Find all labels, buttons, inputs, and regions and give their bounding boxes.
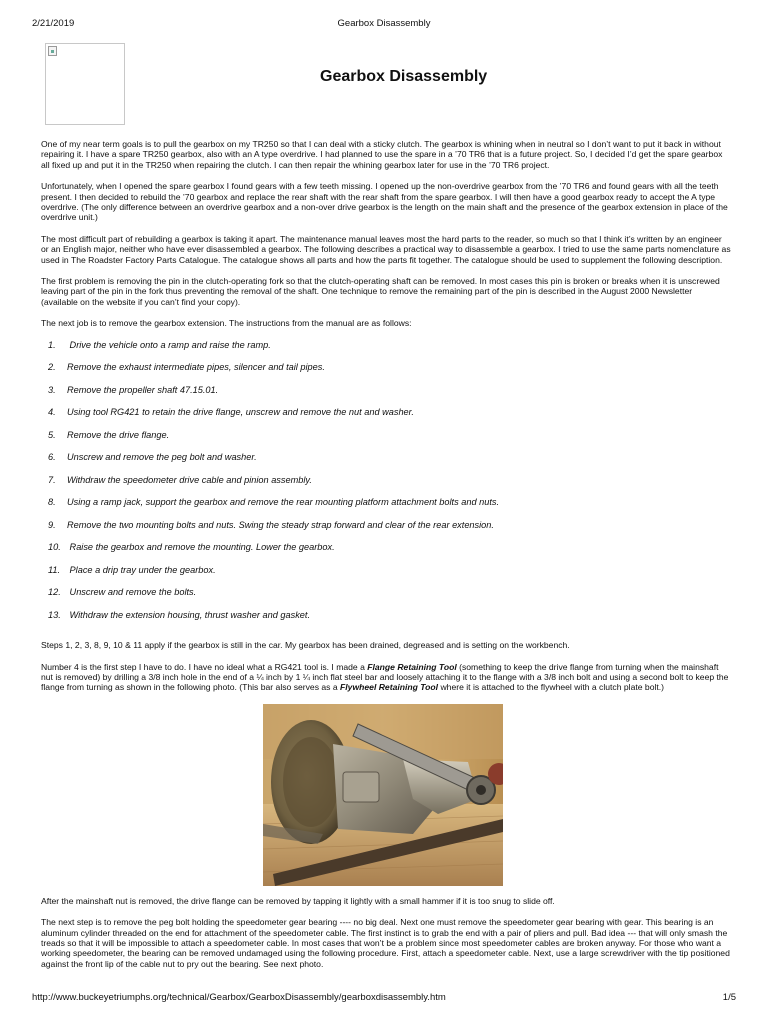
paragraph-steps-apply: Steps 1, 2, 3, 8, 9, 10 & 11 apply if the gearbox is still in the car. My gearbox has been drained, degreased and is setting on the workbench. [41, 640, 570, 651]
broken-image-placeholder [45, 43, 125, 125]
print-header [0, 18, 768, 30]
step-item [41, 542, 731, 565]
print-footer [0, 992, 768, 1004]
step-item [41, 610, 731, 633]
paragraph-peg-bolt: The next step is to remove the peg bolt holding the speedometer gear bearing ---- no big deal. Next one must remove the speedometer gear bearing with gear. This bearing is an aluminum cylinder threaded on the end for attachment of the speedometer cable. The first instinct is to grab the end with a pair of pliers and pull. Bad idea --- that will only smash the treads so that it will be impossible to attach a speedometer cable. In most cases that won’t be a problem since most speedometer cables are broken anyway. For those who want a working speedometer, the bearing can be removed undamaged using the following procedure. First, attach a speedometer cable. Next, use a large screwdriver with the tip positioned against the front lip of the cable nut to pry out the bearing. See next photo. [41, 917, 730, 969]
flange-text-part: where it is attached to the flywheel with a clutch plate bolt.) [438, 682, 665, 693]
step-number: 10. [48, 542, 61, 553]
step-text: Remove the propeller shaft 47.15.01. [67, 384, 219, 395]
step-text: Withdraw the speedometer drive cable and pinion assembly. [67, 474, 312, 485]
print-date: 2/21/2019 [32, 18, 75, 29]
paragraph-intro: One of my near term goals is to pull the gearbox on my TR250 so that I can deal with a sticky clutch. The gearbox is whining when in neutral so I don’t want to put it back in without repairing it. I have a spare TR250 gearbox, also with an A type overdrive. I had planned to use the spare in a ’70 TR6 that is a future project. So, I decided I’d get the spare gearbox all fixed up and put it in the TR250 when repairing the clutch. I can then repair the whining gearbox later for use in the ’70 TR6 project. [41, 139, 723, 170]
step-item [41, 587, 731, 610]
page-url: http://www.buckeyetriumphs.org/technical/Gearbox/GearboxDisassembly/gearboxdisassembly.htm [32, 992, 446, 1003]
page-number: 1/5 [722, 992, 736, 1003]
step-item [41, 340, 731, 363]
step-number: 7. [48, 474, 56, 485]
step-number: 9. [48, 519, 56, 530]
article-body [41, 139, 731, 980]
print-page-title: Gearbox Disassembly [337, 18, 431, 29]
paragraph-flange-tool [41, 662, 731, 693]
broken-image-icon [48, 46, 57, 56]
step-item [41, 362, 731, 385]
step-number: 1. [48, 339, 56, 350]
paragraph-missing-teeth: Unfortunately, when I opened the spare gearbox I found gears with a few teeth missing. I opened up the non-overdrive gearbox from the ’70 TR6 and found gears with all the teeth present. I then decided to rebuild the ’70 gearbox and replace the rear shaft with the rear shaft from the spare gearbox. I will then have a good gearbox ready to accept the A type overdrive. (The only difference between an overdrive gearbox and a non-over drive gearbox is the length on the main shaft and the presence of the gearbox extension in place of the overdrive unit.) [41, 181, 728, 223]
step-number: 13. [48, 609, 61, 620]
step-text: Withdraw the extension housing, thrust washer and gasket. [67, 609, 311, 620]
gearbox-photo [263, 704, 503, 886]
step-item [41, 452, 731, 475]
step-text: Using tool RG421 to retain the drive flange, unscrew and remove the nut and washer. [67, 407, 414, 418]
step-item [41, 407, 731, 430]
step-number: 12. [48, 587, 61, 598]
step-number: 2. [48, 362, 56, 373]
step-item [41, 520, 731, 543]
step-number: 3. [48, 384, 56, 395]
step-number: 6. [48, 452, 56, 463]
step-item [41, 430, 731, 453]
flywheel-retaining-tool-term: Flywheel Retaining Tool [340, 682, 439, 693]
step-text: Remove the exhaust intermediate pipes, silencer and tail pipes. [67, 362, 325, 373]
paragraph-difficult-part: The most difficult part of rebuilding a gearbox is taking it apart. The maintenance manual leaves most the hard parts to the reader, so much so that I think it’s written by an engineer or an English major, neither who have ever disassembled a gearbox. The following describes a practical way to disassemble a gearbox. I tried to use the same parts nomenclature as used in The Roadster Factory Parts Catalogue. The catalogue shows all parts and how the parts fit together. The catalogue should be used to supplement the following description. [41, 233, 731, 265]
step-number: 11. [48, 564, 61, 575]
step-text: Unscrew and remove the bolts. [67, 587, 197, 598]
step-number: 8. [48, 497, 56, 508]
step-item [41, 497, 731, 520]
paragraph-mainshaft-nut: After the mainshaft nut is removed, the drive flange can be removed by tapping it lightly with a small hammer if it is too snug to slide off. [41, 895, 555, 906]
step-text: Remove the drive flange. [67, 429, 170, 440]
flange-retaining-tool-term: Flange Retaining Tool [367, 661, 457, 672]
step-text: Remove the two mounting bolts and nuts. Swing the steady strap forward and clear of the rear extension. [67, 519, 494, 530]
step-item [41, 385, 731, 408]
step-text: Drive the vehicle onto a ramp and raise the ramp. [67, 339, 271, 350]
step-item [41, 475, 731, 498]
manual-steps-list [41, 340, 731, 633]
step-text: Unscrew and remove the peg bolt and washer. [67, 452, 257, 463]
step-number: 5. [48, 429, 56, 440]
paragraph-next-job: The next job is to remove the gearbox extension. The instructions from the manual are as follows: [41, 318, 412, 329]
paragraph-first-problem: The first problem is removing the pin in the clutch-operating fork so that the clutch-operating shaft can be removed. In most cases this pin is broken or breaks when it is unscrewed leaving part of the pin in the fork thus preventing the removal of the shaft. One technique to remove the remaining part of the pin is described in the August 2000 Newsletter (available on the website if you can’t find your copy). [41, 276, 720, 307]
step-text: Using a ramp jack, support the gearbox and remove the rear mounting platform attachment bolts and nuts. [67, 497, 500, 508]
step-text: Raise the gearbox and remove the mounting. Lower the gearbox. [67, 542, 335, 553]
flange-text-part: (something to keep the drive flange from turning when the mainshaft nut is removed) by drilling a 3/8 inch hole in the end of a ¼ inch by 1 ¼ inch flat steel bar and loosely attaching it to the flange with a 3/8 inch bolt and using a second bolt to keep the flange from turning as shown in the following photo. (This bar also serves as a [41, 661, 729, 693]
step-number: 4. [48, 407, 56, 418]
step-text: Place a drip tray under the gearbox. [67, 564, 216, 575]
step-item [41, 565, 731, 588]
document-title: Gearbox Disassembly [320, 68, 488, 85]
flange-text-part: Number 4 is the first step I have to do. I have no ideal what a RG421 tool is. I made a [41, 661, 368, 672]
